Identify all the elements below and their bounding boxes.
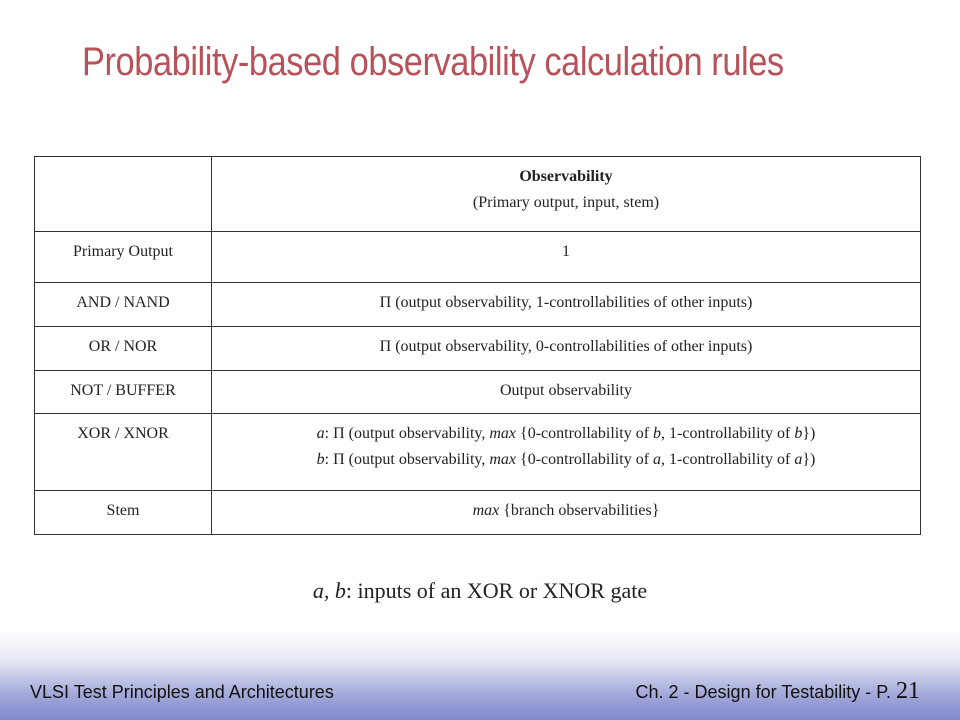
rule-cell xyxy=(212,283,921,327)
table-row xyxy=(35,371,921,414)
rule-text xyxy=(212,232,920,265)
rule-line: Π (output observability, 0-controllabilities of other inputs) xyxy=(379,338,753,355)
gate-type-cell xyxy=(35,414,212,491)
header-title: Observability xyxy=(519,168,613,185)
rule-text xyxy=(212,327,920,360)
rule-line: Π (output observability, 1-controllabilities of other inputs) xyxy=(379,294,753,311)
table-row xyxy=(35,283,921,327)
rule-text xyxy=(212,371,920,404)
footnote: a, b: inputs of an XOR or XNOR gate xyxy=(312,578,648,603)
rule-cell xyxy=(212,371,921,414)
slide-title: Probability-based observability calculation rules xyxy=(82,40,784,84)
gate-type-cell xyxy=(35,327,212,371)
rule-line: max {branch observabilities} xyxy=(472,502,660,519)
rule-text xyxy=(212,491,920,524)
gate-type-label: XOR / XNOR xyxy=(77,425,169,442)
table-row xyxy=(35,327,921,371)
gate-type-label: AND / NAND xyxy=(76,294,170,311)
footer-course-title: VLSI Test Principles and Architectures xyxy=(30,682,334,702)
gate-type-cell xyxy=(35,371,212,414)
footer-chapter-label: Ch. 2 - Design for Testability - P. xyxy=(635,682,891,702)
page-number: 21 xyxy=(896,678,920,704)
table-row xyxy=(35,232,921,283)
rule-text xyxy=(212,414,920,473)
rule-cell xyxy=(212,232,921,283)
header-subtitle: (Primary output, input, stem) xyxy=(472,194,660,211)
table-row xyxy=(35,491,921,535)
gate-type-label: Primary Output xyxy=(73,243,173,260)
rule-cell xyxy=(212,491,921,535)
rule-line: Output observability xyxy=(500,382,632,399)
gate-type-cell xyxy=(35,491,212,535)
rule-cell xyxy=(212,327,921,371)
table-header-row xyxy=(35,157,921,232)
gate-type-cell xyxy=(35,283,212,327)
rule-line: 1 xyxy=(562,243,570,260)
footer-page-info xyxy=(636,678,920,705)
rule-text xyxy=(212,283,920,316)
gate-type-cell xyxy=(35,232,212,283)
table-row xyxy=(35,414,921,491)
rule-line: a: Π (output observability, max {0-controllability of b, 1-controllability of b}) xyxy=(316,425,816,442)
observability-rules-table xyxy=(34,156,921,535)
gate-type-label: NOT / BUFFER xyxy=(70,382,176,399)
header-observability-cell xyxy=(212,157,921,232)
header-empty-cell xyxy=(35,157,212,232)
gate-type-label: OR / NOR xyxy=(88,338,158,355)
rule-line: b: Π (output observability, max {0-controllability of a, 1-controllability of a}) xyxy=(316,451,816,468)
rule-cell xyxy=(212,414,921,491)
footer-band xyxy=(0,630,960,720)
gate-type-label: Stem xyxy=(106,502,140,519)
